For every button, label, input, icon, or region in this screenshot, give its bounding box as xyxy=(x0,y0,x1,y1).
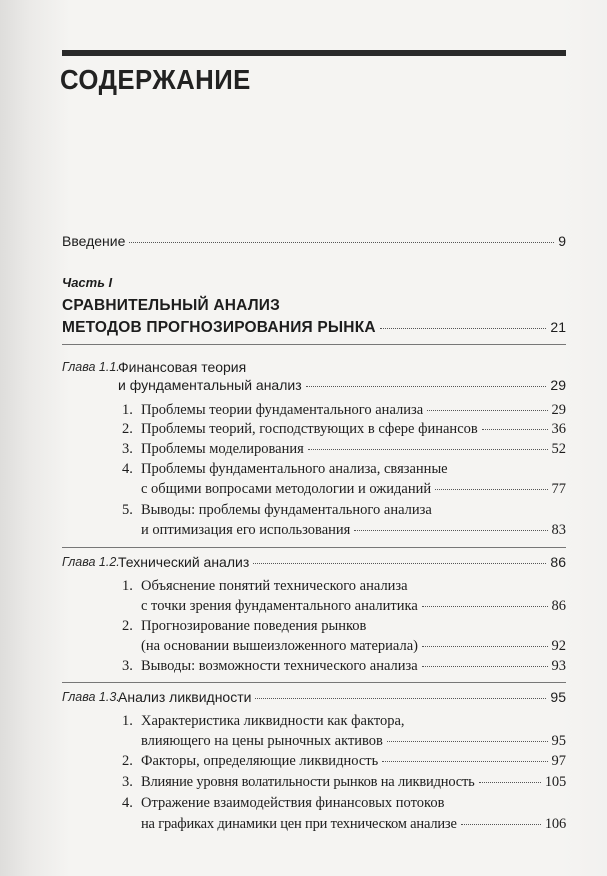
leader-dots xyxy=(255,698,546,699)
item-title-line1: Проблемы фундаментального анализа, связанные xyxy=(141,461,448,477)
leader-dots xyxy=(129,242,554,243)
chapter-label: Глава 1.3. xyxy=(62,690,120,704)
page-number: 77 xyxy=(551,481,566,497)
toc-item xyxy=(141,774,566,791)
leader-dots xyxy=(308,449,548,450)
leader-dots xyxy=(435,489,547,490)
leader-dots xyxy=(306,386,547,387)
item-title-line2: на графиках динамики цен при техническом анализе xyxy=(141,816,457,832)
toc-entry-part xyxy=(62,319,566,337)
leader-dots xyxy=(427,410,547,411)
item-title: Проблемы теории фундаментального анализа xyxy=(141,402,424,418)
part-title-line2: МЕТОДОВ ПРОГНОЗИРОВАНИЯ РЫНКА xyxy=(62,319,376,336)
leader-dots xyxy=(461,824,541,825)
item-title: Проблемы теорий, господствующих в сфере финансов xyxy=(141,421,478,437)
toc-entry-chapter xyxy=(118,689,566,706)
toc-item xyxy=(141,522,566,539)
page-number: 92 xyxy=(551,638,566,654)
item-title-line2: (на основании вышеизложенного материала) xyxy=(141,638,418,654)
page-number: 86 xyxy=(551,598,566,614)
page-number: 93 xyxy=(551,658,566,674)
item-title-line2: и оптимизация его использования xyxy=(141,522,351,538)
item-title-line1: Характеристика ликвидности как фактора, xyxy=(141,713,405,729)
leader-dots xyxy=(422,606,548,607)
toc-entry-chapter xyxy=(118,554,566,571)
item-number: 5. xyxy=(122,502,133,518)
toc-item xyxy=(141,598,566,615)
item-title-line1: Отражение взаимодействия финансовых потоков xyxy=(141,795,445,811)
page-number: 105 xyxy=(544,774,566,790)
item-number: 3. xyxy=(122,441,133,457)
item-number: 1. xyxy=(122,578,133,594)
toc-item xyxy=(141,658,566,675)
leader-dots xyxy=(422,666,548,667)
item-number: 3. xyxy=(122,774,133,790)
item-title-line2: с общими вопросами методологии и ожиданий xyxy=(141,481,432,497)
section-divider xyxy=(62,682,566,683)
chapter-title: Технический анализ xyxy=(118,554,250,570)
item-number: 3. xyxy=(122,658,133,674)
toc-item xyxy=(141,421,566,438)
page-number: 52 xyxy=(551,441,566,457)
toc-entry-label: Введение xyxy=(62,233,126,249)
item-number: 2. xyxy=(122,753,133,769)
item-title: Факторы, определяющие ликвидность xyxy=(141,753,379,769)
item-number: 1. xyxy=(122,402,133,418)
toc-entry-chapter xyxy=(118,377,566,394)
toc-item xyxy=(141,753,566,770)
leader-dots xyxy=(354,530,547,531)
item-number: 2. xyxy=(122,421,133,437)
top-rule xyxy=(62,50,566,56)
page-number: 29 xyxy=(550,377,566,393)
item-title: Проблемы моделирования xyxy=(141,441,304,457)
item-title-line1: Объяснение понятий технического анализа xyxy=(141,578,408,594)
page-title: СОДЕРЖАНИЕ xyxy=(60,64,251,95)
toc-item xyxy=(141,816,566,833)
toc-item xyxy=(141,481,566,498)
toc-entry-intro xyxy=(62,233,566,250)
leader-dots xyxy=(479,782,541,783)
item-number: 2. xyxy=(122,618,133,634)
item-title-line1: Прогнозирование поведения рынков xyxy=(141,618,367,634)
chapter-title: Анализ ликвидности xyxy=(118,689,252,705)
toc-item xyxy=(141,441,566,458)
chapter-title-line2: и фундаментальный анализ xyxy=(118,377,302,393)
page-number: 86 xyxy=(550,554,566,570)
page-number: 97 xyxy=(551,753,566,769)
item-title-line2: с точки зрения фундаментального аналитика xyxy=(141,598,418,614)
leader-dots xyxy=(253,563,546,564)
item-title-line1: Выводы: проблемы фундаментального анализа xyxy=(141,502,432,518)
page-number: 95 xyxy=(551,733,566,749)
chapter-title-line1: Финансовая теория xyxy=(118,359,247,375)
part-title-line1: СРАВНИТЕЛЬНЫЙ АНАЛИЗ xyxy=(62,297,281,314)
item-number: 4. xyxy=(122,795,133,811)
chapter-label: Глава 1.2. xyxy=(62,555,120,569)
toc-item xyxy=(141,733,566,750)
page-number: 95 xyxy=(550,689,566,705)
leader-dots xyxy=(382,761,547,762)
leader-dots xyxy=(482,429,548,430)
chapter-label: Глава 1.1. xyxy=(62,360,120,374)
leader-dots xyxy=(387,741,548,742)
toc-item xyxy=(141,402,566,419)
item-title-line2: влияющего на цены рыночных активов xyxy=(141,733,383,749)
page-number: 36 xyxy=(551,421,566,437)
item-number: 1. xyxy=(122,713,133,729)
page-number: 9 xyxy=(558,233,566,249)
item-title: Выводы: возможности технического анализа xyxy=(141,658,418,674)
leader-dots xyxy=(380,328,547,329)
page-number: 21 xyxy=(550,319,566,335)
part-label: Часть I xyxy=(62,275,113,290)
leader-dots xyxy=(422,646,548,647)
page-number: 83 xyxy=(551,522,566,538)
page-number: 106 xyxy=(544,816,566,832)
section-divider xyxy=(62,344,566,345)
toc-item xyxy=(141,638,566,655)
item-number: 4. xyxy=(122,461,133,477)
item-title: Влияние уровня волатильности рынков на ликвидность xyxy=(141,774,475,790)
section-divider xyxy=(62,547,566,548)
page-number: 29 xyxy=(551,402,566,418)
